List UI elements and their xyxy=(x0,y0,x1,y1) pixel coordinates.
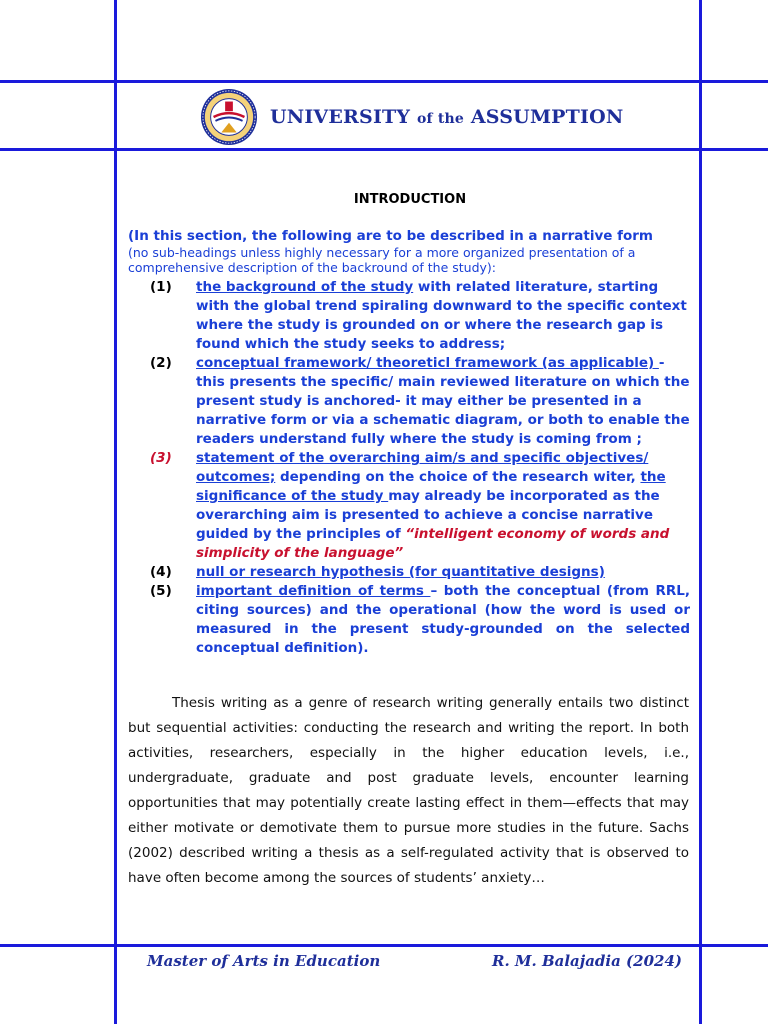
item-number: (5) xyxy=(150,583,172,599)
frame-left-line xyxy=(114,0,117,1024)
item-text: with related literature, starting with the global trend spiraling downward to the specific context where the study is grounded on or where the research gap is found which the study seeks to address; xyxy=(196,279,687,352)
university-name: ASSUMPTION xyxy=(470,106,624,128)
university-seal-icon xyxy=(200,88,258,146)
frame-right-line xyxy=(699,0,702,1024)
list-item xyxy=(150,278,690,354)
intro-note: (no sub-headings unless highly necessary for a more organized presentation of a comprehensive description of the backround of the study): xyxy=(128,245,636,275)
list-item xyxy=(150,449,690,563)
section-title: INTRODUCTION xyxy=(353,192,467,207)
intro-lead: (In this section, the following are to be described in a narrative form xyxy=(128,228,653,244)
item-subheading: the significance of the study xyxy=(196,469,666,504)
item-number: (4) xyxy=(150,564,172,580)
item-number: (2) xyxy=(150,355,172,371)
item-number: (3) xyxy=(150,450,172,466)
item-heading: statement of the overarching aim/s and specific objectives/ outcomes; xyxy=(196,450,649,485)
body-paragraph-text: Thesis writing as a genre of research writing generally entails two distinct but sequential activities: conducting the research and writing the report. In both activities, researchers, especially in the higher education levels, i.e., undergraduate, graduate and post graduate levels, encounter learning opportunities that may potentially create lasting effect in them—effects that may either motivate or demotivate them to pursue more studies in the future. Sachs (2002) described writing a thesis as a self-regulated activity that is observed to have often become among the sources of students’ anxiety… xyxy=(128,695,689,886)
item-text: - this presents the specific/ main reviewed literature on which the present study is anchored- it may either be presented in a narrative form or via a schematic diagram, or both to enable the readers understand fully where the study is coming from ; xyxy=(196,355,690,447)
university-of: of the xyxy=(416,111,464,127)
list-item xyxy=(150,354,690,449)
item-emphasis: “intelligent economy of words and simplicity of the language” xyxy=(196,526,670,561)
item-heading: important definition of terms xyxy=(196,583,431,599)
footer-program: Master of Arts in Education xyxy=(147,952,381,970)
item-heading: the background of the study xyxy=(196,279,414,295)
item-heading: conceptual framework/ theoreticl framework (as applicable) xyxy=(196,355,659,371)
item-text: – both the conceptual (from RRL, citing sources) and the operational (how the word is used or measured in the present study-grounded on the selected conceptual definition). xyxy=(196,583,690,656)
university-main: UNIVERSITY xyxy=(270,106,411,128)
university-header xyxy=(200,86,623,148)
list-item xyxy=(150,563,690,582)
frame-header-top-line xyxy=(0,80,768,83)
footer-author: R. M. Balajadia (2024) xyxy=(492,952,682,970)
frame-footer-line xyxy=(0,944,768,947)
item-number: (1) xyxy=(150,279,172,295)
requirements-list xyxy=(150,278,690,658)
frame-header-bottom-line xyxy=(0,148,768,151)
item-heading: null or research hypothesis (for quantitative designs) xyxy=(196,564,605,580)
intro-block xyxy=(128,228,690,275)
item-text: may already be incorporated as the overarching aim is presented to achieve a concise narrative guided by the principles of xyxy=(196,488,660,542)
list-item xyxy=(150,582,690,658)
body-paragraph xyxy=(128,691,689,891)
item-text: depending on the choice of the research witer, xyxy=(275,469,641,485)
